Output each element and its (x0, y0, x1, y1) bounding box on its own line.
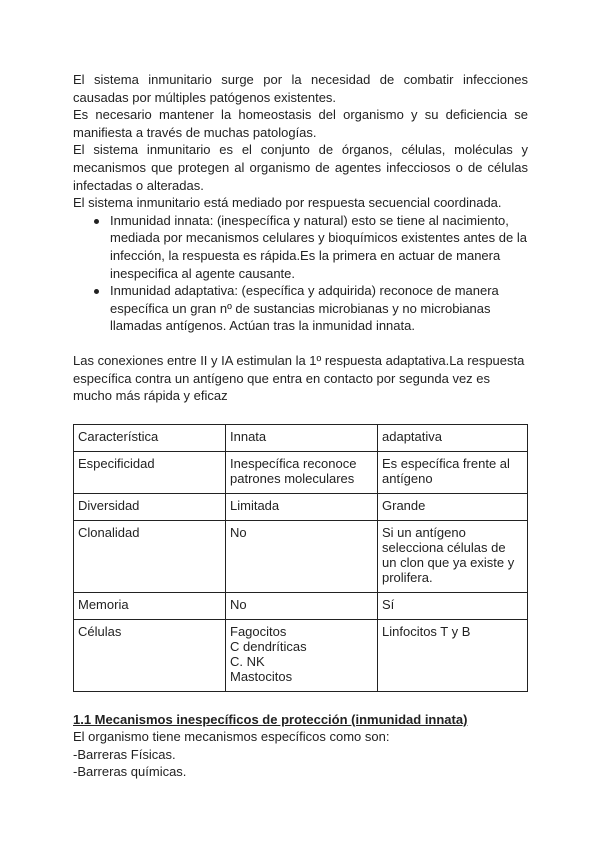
comparison-table (73, 424, 528, 692)
paragraph: El sistema inmunitario está mediado por respuesta secuencial coordinada. (73, 195, 502, 211)
paragraph: -Barreras químicas. (73, 764, 187, 780)
section-heading: 1.1 Mecanismos inespecíficos de protección (inmunidad innata) (73, 711, 468, 727)
table-cell: Células (74, 619, 226, 691)
list-item: Inmunidad adaptativa: (específica y adquirida) reconoce de manera específica un gran nº de sustancias microbianas y no microbianas llamadas antígenos. Actúan tras la inmunidad innata. (110, 282, 528, 335)
table-cell: No (226, 520, 378, 592)
paragraph: Las conexiones entre II y IA estimulan la 1º respuesta adaptativa.La respuesta específica contra un antígeno que entra en contacto por segunda vez es mucho más rápida y eficaz (73, 352, 525, 404)
bullet-list (73, 212, 528, 335)
paragraph: El sistema inmunitario es el conjunto de órganos, células, moléculas y mecanismos que protegen al organismo de agentes infecciosos o de células infectadas o alteradas. (73, 142, 528, 193)
table-row (74, 451, 528, 493)
paragraph: El organismo tiene mecanismos específicos como son: (73, 729, 390, 745)
list-item: Inmunidad innata: (inespecífica y natural) esto se tiene al nacimiento, mediada por mecanismos celulares y bioquímicos existentes antes de la infección, la respuesta es rápida.Es la primera en actuar de manera inespecifica al agente causante. (110, 212, 527, 281)
table-cell: Diversidad (74, 493, 226, 520)
table-cell: Limitada (226, 493, 378, 520)
header-cell: adaptativa (378, 424, 528, 451)
table-row (74, 619, 528, 691)
paragraph: El sistema inmunitario surge por la necesidad de combatir infecciones causadas por múltiples patógenos existentes. (73, 72, 528, 105)
table-row (74, 493, 528, 520)
table-cell: Memoria (74, 592, 226, 619)
table-cell: Inespecífica reconoce patrones moleculares (226, 451, 378, 493)
table-cell: Sí (378, 592, 528, 619)
table-cell: Si un antígeno selecciona células de un clon que ya existe y prolifera. (378, 520, 528, 592)
header-cell: Característica (74, 424, 226, 451)
table-cell: Linfocitos T y B (378, 619, 528, 691)
table-row (74, 592, 528, 619)
table-cell: No (226, 592, 378, 619)
table-cell: Especificidad (74, 451, 226, 493)
paragraph: Es necesario mantener la homeostasis del organismo y su deficiencia se manifiesta a través de muchas patologías. (73, 107, 528, 140)
paragraph: -Barreras Físicas. (73, 746, 176, 762)
table-row (74, 520, 528, 592)
table-header-row (74, 424, 528, 451)
table-cell: Grande (378, 493, 528, 520)
document-page (73, 71, 528, 781)
table-cell: Es específica frente al antígeno (378, 451, 528, 493)
header-cell: Innata (226, 424, 378, 451)
table-cell: Fagocitos C dendríticas C. NK Mastocitos (226, 619, 378, 691)
table-cell: Clonalidad (74, 520, 226, 592)
